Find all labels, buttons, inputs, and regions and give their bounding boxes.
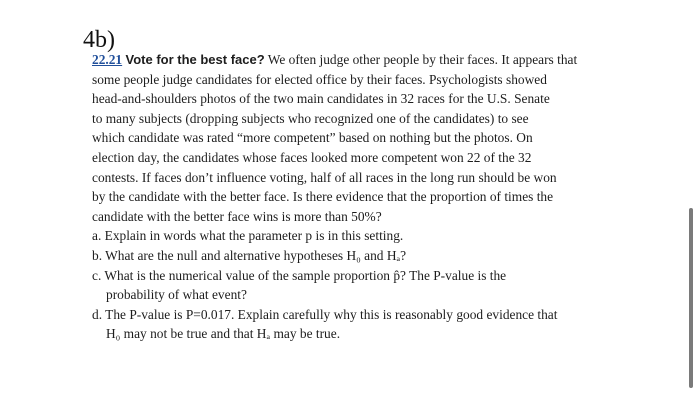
problem-text-line: which candidate was rated “more competent” based on nothing but the photos. On (92, 130, 533, 146)
problem-text-line: by the candidate with the better face. Is there evidence that the proportion of times the (92, 189, 554, 205)
part-a: a. Explain in words what the parameter p is in this setting. (92, 228, 404, 244)
problem-text-line: some people judge candidates for elected office by their faces. Psychologists showed (92, 71, 547, 87)
problem-label: 4b) (83, 27, 115, 53)
part-d: d. The P-value is P=0.017. Explain carefully why this is reasonably good evidence that (92, 306, 558, 322)
problem-text-line: to many subjects (dropping subjects who recognized one of the candidates) to see (92, 110, 529, 126)
part-c-continued: probability of what event? (106, 287, 247, 303)
vertical-scrollbar[interactable] (689, 208, 693, 388)
problem-title: Vote for the best face? (125, 52, 265, 67)
part-b: b. What are the null and alternative hypotheses H₀ and Hₐ? (92, 247, 407, 263)
part-c: c. What is the numerical value of the sample proportion p̂? The P-value is the (92, 267, 507, 283)
problem-first-line (92, 50, 604, 70)
part-d-continued: H₀ may not be true and that Hₐ may be true. (106, 326, 341, 342)
problem-text-block (92, 50, 604, 344)
problem-text-line: contests. If faces don’t influence voting, half of all races in the long run should be won (92, 169, 557, 185)
problem-text-line: head-and-shoulders photos of the two main candidates in 32 races for the U.S. Senate (92, 91, 550, 107)
problem-number-link[interactable]: 22.21 (92, 52, 123, 67)
problem-text-line: We often judge other people by their faces. It appears that (264, 52, 578, 67)
problem-text-line: candidate with the better face wins is more than 50%? (92, 208, 382, 224)
problem-text-line: election day, the candidates whose faces looked more competent won 22 of the 32 (92, 149, 532, 165)
